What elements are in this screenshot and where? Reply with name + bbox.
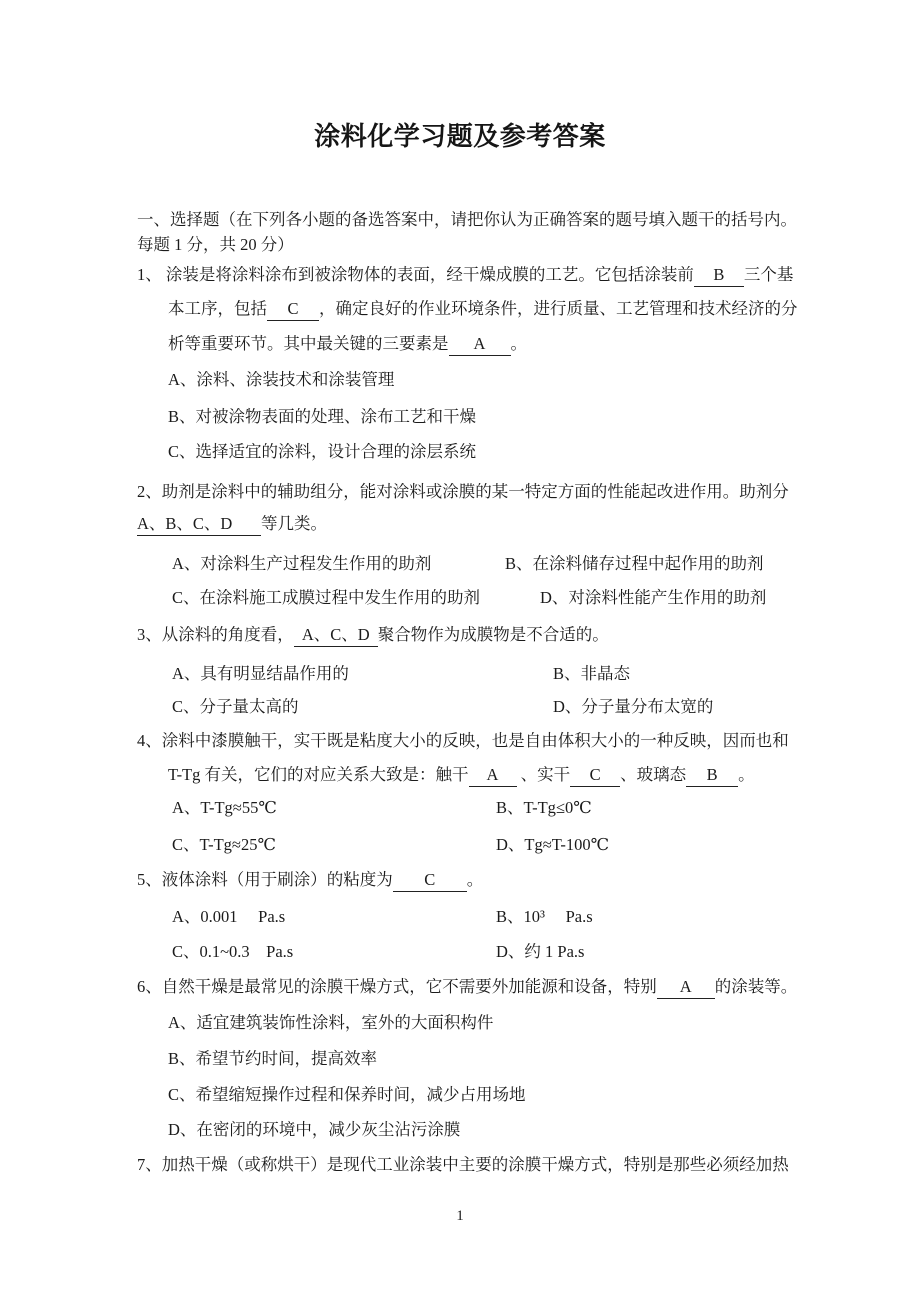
q5-option-d	[496, 941, 584, 963]
text-segment: A、对涂料生产过程发生作用的助剂	[172, 554, 432, 573]
answer-blank: C	[267, 298, 319, 321]
text-segment: D、约 1 Pa.s	[496, 942, 585, 961]
text-segment: 2、助剂是涂料中的辅助组分，能对涂料或涂膜的某一特定方面的性能起改进作用。助剂分	[137, 482, 789, 501]
text-segment: A、涂料、涂装技术和涂装管理	[168, 370, 395, 389]
text-segment: 。	[738, 765, 755, 784]
q3-option-c	[172, 696, 299, 718]
answer-blank: A	[469, 764, 517, 787]
q3-option-a	[172, 663, 349, 685]
text-segment: 4、涂料中漆膜触干，实干既是粘度大小的反映，也是自由体积大小的一种反映，因而也和	[137, 731, 789, 750]
text-segment: ，确定良好的作业环境条件，进行质量、工艺管理和技术经济的分	[319, 299, 798, 318]
text-segment: 三个基	[743, 265, 794, 284]
text-segment: B、T-Tg≤0℃	[496, 798, 592, 817]
text-segment: A、具有明显结晶作用的	[172, 664, 349, 683]
q4-option-a	[172, 797, 277, 819]
answer-blank: A	[657, 976, 715, 999]
text-segment: D、对涂料性能产生作用的助剂	[540, 588, 767, 607]
q1-option-b	[168, 406, 476, 428]
answer-blank: B	[694, 264, 744, 287]
text-segment: 。	[466, 870, 484, 889]
q4-option-d	[496, 834, 609, 856]
text-segment: D、Tg≈T-100℃	[496, 835, 610, 854]
q6-text-line-1	[137, 976, 797, 999]
text-segment: T-Tg 有关，它们的对应关系大致是：触干	[168, 765, 469, 784]
text-segment: 等几类。	[261, 514, 327, 533]
document-title: 涂料化学习题及参考答案	[314, 122, 606, 151]
q5-option-a	[172, 906, 285, 928]
text-segment: 聚合物作为成膜物是不合适的。	[377, 625, 609, 644]
q2-option-c	[172, 587, 480, 609]
q1-text-line-1	[137, 264, 793, 287]
text-segment: C、在涂料施工成膜过程中发生作用的助剂	[172, 588, 481, 607]
text-segment: A、适宜建筑装饰性涂料，室外的大面积构件	[168, 1013, 494, 1032]
q6-option-b	[168, 1048, 377, 1070]
q6-option-a	[168, 1012, 493, 1034]
text-segment: D、分子量分布太宽的	[553, 697, 714, 716]
text-segment: D、在密闭的环境中，减少灰尘沾污涂膜	[168, 1120, 461, 1139]
text-segment: C、分子量太高的	[172, 697, 299, 716]
text-segment: 。	[510, 334, 527, 353]
q1-text-line-2	[168, 298, 798, 321]
q5-text-line-1	[137, 869, 483, 892]
section-heading-line-1	[137, 209, 797, 231]
text-segment: A、T-Tg≈55℃	[172, 798, 277, 817]
q2-text-line-2	[137, 513, 327, 536]
text-segment: 7、加热干燥（或称烘干）是现代工业涂装中主要的涂膜干燥方式，特别是那些必须经加热	[137, 1155, 789, 1174]
q2-option-d	[540, 587, 766, 609]
text-segment: B、10³ Pa.s	[496, 907, 593, 926]
q3-option-d	[553, 696, 713, 718]
section-heading-line-2	[137, 234, 294, 256]
q6-option-d	[168, 1119, 460, 1141]
text-segment: B、希望节约时间，提高效率	[168, 1049, 378, 1068]
answer-blank: C	[570, 764, 620, 787]
q7-text-line-1	[137, 1154, 789, 1176]
q6-option-c	[168, 1084, 526, 1106]
q1-option-c	[168, 441, 476, 463]
text-segment: 的涂装等。	[714, 977, 798, 996]
q5-option-c	[172, 941, 293, 963]
q2-option-b	[505, 553, 764, 575]
text-segment: C、T-Tg≈25℃	[172, 835, 276, 854]
text-segment: 一、选择题（在下列各小题的备选答案中，请把你认为正确答案的题号填入题干的括号内。	[137, 210, 797, 229]
text-segment: 、实干	[516, 765, 571, 784]
q2-text-line-1	[137, 481, 789, 503]
answer-blank: A、C、D	[294, 624, 378, 647]
q4-text-line-1	[137, 730, 789, 752]
text-segment: B、非晶态	[553, 664, 631, 683]
answer-blank: C	[393, 869, 467, 892]
text-segment: B、对被涂物表面的处理、涂布工艺和干燥	[168, 407, 477, 426]
text-segment: C、希望缩短操作过程和保养时间，减少占用场地	[168, 1085, 526, 1104]
text-segment: A、0.001 Pa.s	[172, 907, 286, 926]
text-segment: 5、液体涂料（用于刷涂）的粘度为	[137, 870, 393, 889]
text-segment: 、玻璃态	[620, 765, 687, 784]
text-segment: C、选择适宜的涂料，设计合理的涂层系统	[168, 442, 477, 461]
q3-option-b	[553, 663, 630, 685]
q4-text-line-2	[168, 764, 755, 787]
q1-text-line-3	[168, 333, 527, 356]
q4-option-b	[496, 797, 592, 819]
q1-option-a	[168, 369, 394, 391]
answer-blank: A	[449, 333, 511, 356]
text-segment: 1、 涂装是将涂料涂布到被涂物体的表面，经干燥成膜的工艺。它包括涂装前	[137, 265, 694, 284]
text-segment: 本工序，包括	[168, 299, 267, 318]
text-segment: B、在涂料储存过程中起作用的助剂	[505, 554, 764, 573]
q2-option-a	[172, 553, 431, 575]
page-number: 1	[456, 1208, 464, 1224]
q3-text-line-1	[137, 624, 609, 647]
text-segment: 析等重要环节。其中最关键的三要素是	[168, 334, 449, 353]
text-segment: 每题 1 分，共 20 分）	[137, 235, 294, 254]
answer-blank: B	[686, 764, 738, 787]
answer-blank: A、B、C、D	[137, 513, 261, 536]
text-segment: 3、从涂料的角度看，	[137, 625, 294, 644]
q5-option-b	[496, 906, 593, 928]
text-segment: 6、自然干燥是最常见的涂膜干燥方式，它不需要外加能源和设备，特别	[137, 977, 657, 996]
text-segment: C、0.1~0.3 Pa.s	[172, 942, 294, 961]
q4-option-c	[172, 834, 276, 856]
